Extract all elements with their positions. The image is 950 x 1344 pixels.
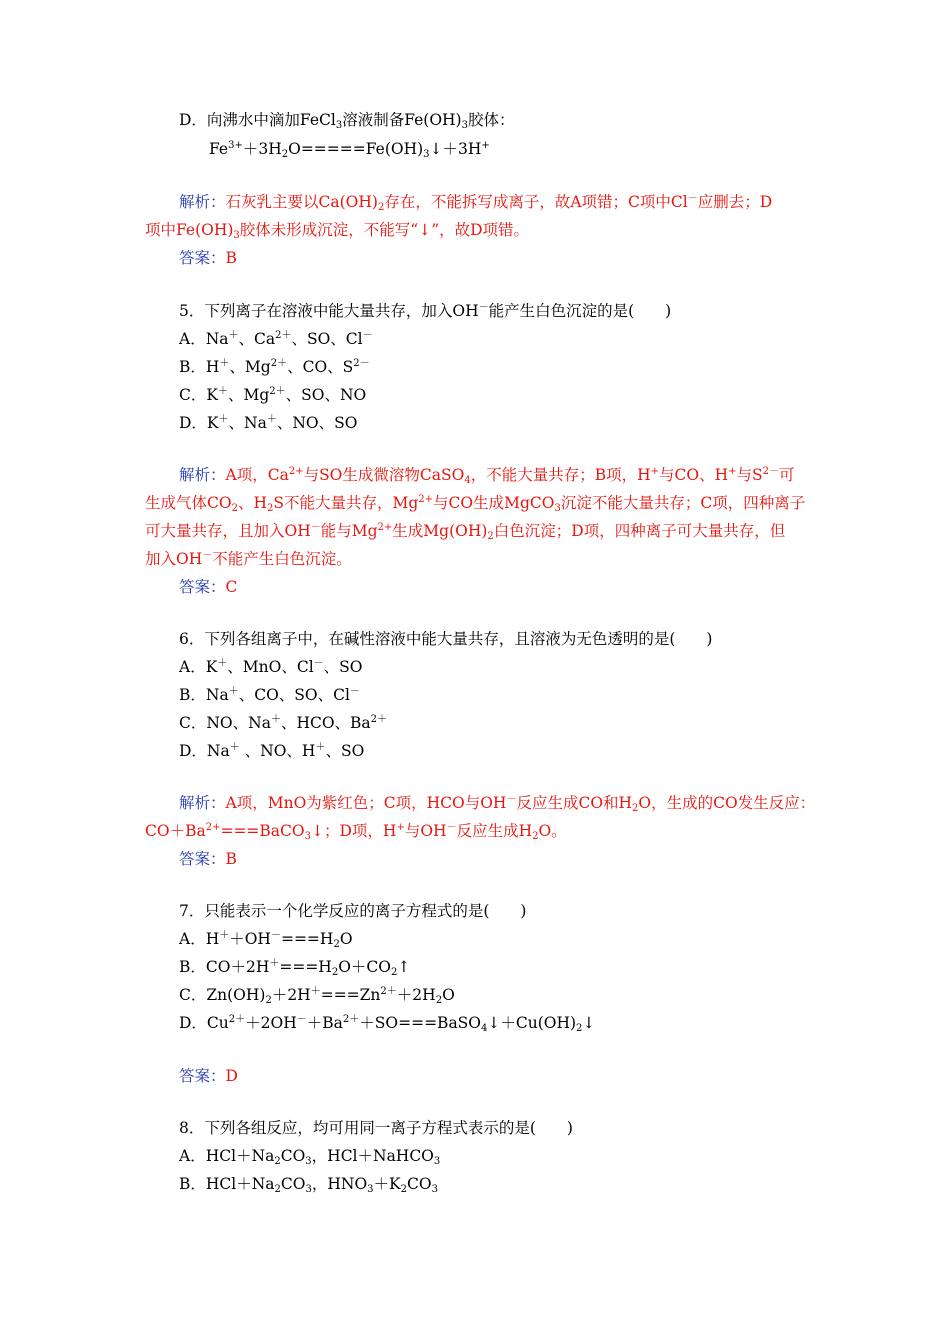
text-line: 答案：B — [179, 850, 237, 868]
text-line: 答案：B — [179, 249, 237, 267]
text-line: C．NO、Na＋、HCO、$Ba^{2+}$ — [179, 714, 388, 732]
text-line: D．Na＋ 、NO、H＋、SO — [179, 742, 365, 760]
text-line: 8．下列各组反应，均可用同一离子方程式表示的是( ) — [179, 1119, 573, 1137]
text-line: A．$HCl+Na_2CO_3$，HCl＋NaHCO$_3$ — [179, 1147, 441, 1167]
text-line: D．向沸水中滴加FeCl$_3$溶液制备$Fe(OH)_3$胶体： — [179, 111, 515, 131]
text-line: B．H＋、$Mg^{2+}$、CO、$S^{2-}$ — [179, 358, 370, 376]
text-line: D．K＋、Na＋、NO、SO — [179, 414, 358, 432]
text-line: 答案：D — [179, 1067, 238, 1085]
text-line: 5．下列离子在溶液中能大量共存，加入OH－能产生白色沉淀的是( ) — [179, 302, 672, 320]
text-line: 加入OH－不能产生白色沉淀。 — [145, 550, 352, 568]
text-line: 可大量共存，且加入OH－能与$Mg^{2+}$生成$Mg(OH)_2$白色沉淀；D项，四种离子可大量共存，但 — [145, 522, 786, 542]
text-line: $Fe^{3+}+3H_2O=====Fe(OH)_3↓+3H^+$ — [209, 140, 490, 160]
text-line: B．$HCl+Na_2CO_3$，$HNO_3+K_2CO_3$ — [179, 1175, 438, 1195]
text-line: A．K＋、MnO、Cl－、SO — [179, 658, 363, 676]
text-line: 6．下列各组离子中，在碱性溶液中能大量共存，且溶液为无色透明的是( ) — [179, 630, 713, 648]
text-line: 生成气体$CO_2$、$H_2S$不能大量共存，$Mg^{2+}$与CO生成MgCO$_3$沉淀不能大量共存；C项，四种离子 — [145, 494, 806, 514]
text-line: 解析：石灰乳主要以$Ca(OH)_2$存在，不能拆写成离子，故A项错；C项中Cl－应删去；D — [179, 193, 773, 213]
text-line: C．K＋、$Mg^{2+}$、SO、NO — [179, 386, 367, 404]
text-line: 答案：C — [179, 578, 238, 596]
text-line: 项中$Fe(OH)_3$胶体未形成沉淀，不能写“↓”，故D项错。 — [145, 221, 530, 241]
text-line: 解析：A项，$Ca^{2+}$与SO生成微溶物CaSO$_4$，不能大量共存；B项，H+与CO、H+与$S^{2-}$可 — [179, 466, 795, 486]
text-line: D．$Cu^{2+}+2OH^-+Ba^{2+}+SO===BaSO_4↓+Cu(OH)_2↓$ — [179, 1014, 596, 1034]
text-line: B．Na＋、CO、SO、Cl－ — [179, 686, 360, 704]
text-line: B．$CO+2H^+===H_2O+CO_2↑$ — [179, 958, 411, 978]
text-line: $CO+Ba^{2+}===BaCO_3↓$；D项，H+与OH－反应生成$H_2O$。 — [145, 822, 567, 842]
text-line: 7．只能表示一个化学反应的离子方程式的是( ) — [179, 902, 527, 920]
text-line: A．Na＋、$Ca^{2+}$、SO、Cl－ — [179, 330, 373, 348]
text-line: A．$H^++OH^-===H_2O$ — [179, 930, 353, 950]
text-line: C．$Zn(OH)_2+2H^+===Zn^{2+}+2H_2O$ — [179, 986, 455, 1006]
text-line: 解析：A项，MnO为紫红色；C项，HCO与OH－反应生成CO和$H_2O$，生成的CO发生反应： — [179, 794, 816, 814]
